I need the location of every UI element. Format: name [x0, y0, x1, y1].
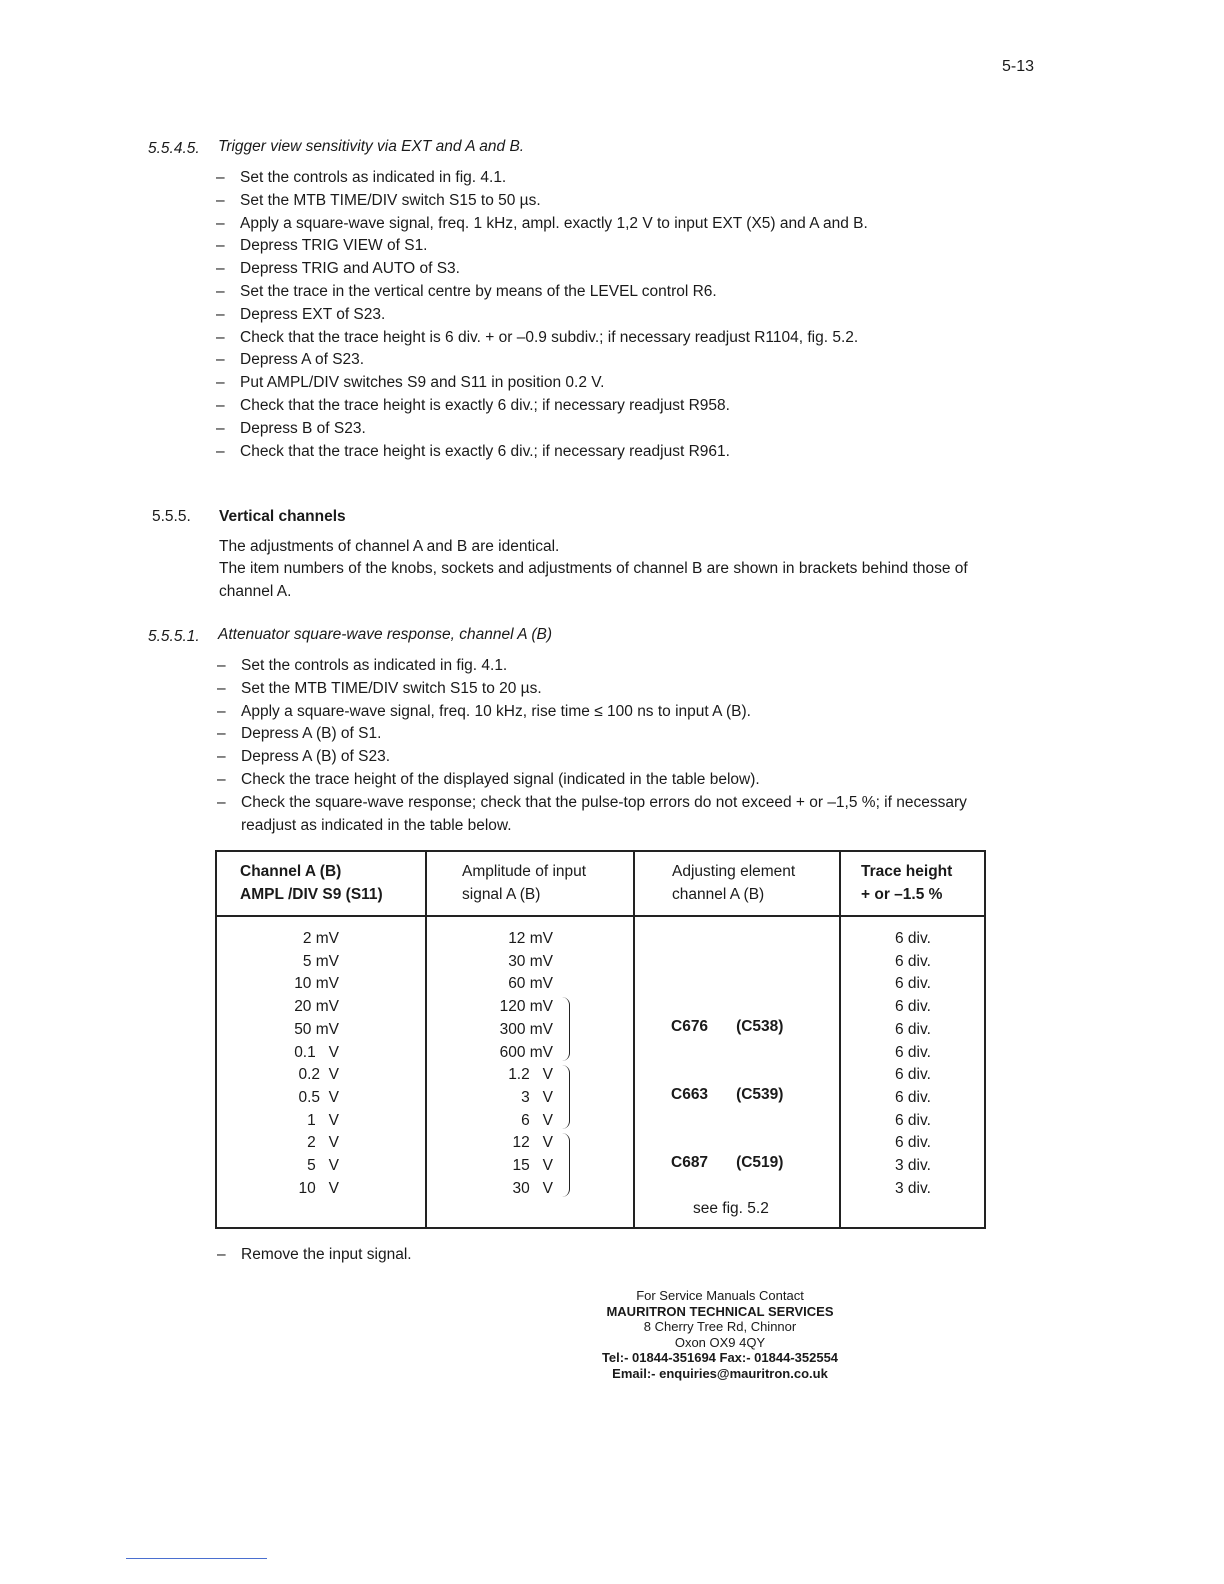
adjusting-element: C663 (C539): [671, 1086, 784, 1103]
contact-line: MAURITRON TECHNICAL SERVICES: [606, 1303, 834, 1319]
list-item: – Set the trace in the vertical centre by means of the LEVEL control R6.: [216, 282, 717, 300]
table-cell: 10 mV: [294, 975, 339, 993]
input-column: [500, 928, 553, 1200]
ampl-div-column: [294, 928, 339, 1200]
list-item: – Check the square-wave response; check that the pulse-top errors do not exceed + or –1,5 %; if necessary: [217, 793, 967, 811]
table-cell: 6 div.: [895, 1134, 931, 1152]
table-cell: 3 div.: [895, 1157, 931, 1175]
list-item: – Set the MTB TIME/DIV switch S15 to 50 µs.: [216, 191, 541, 209]
table-cell: 3 div.: [895, 1179, 931, 1197]
table-cell: 3 V: [521, 1088, 553, 1106]
column-header: Trace height + or –1.5 %: [861, 863, 953, 903]
table-cell: 1 V: [307, 1111, 339, 1129]
table-cell: 12 V: [512, 1134, 553, 1152]
list-item: – Depress B of S23.: [216, 419, 366, 437]
table-cell: 6 V: [521, 1111, 553, 1129]
section-number: 5.5.4.5.: [148, 140, 200, 157]
table-cell: 6 div.: [895, 975, 931, 993]
paragraph: channel A.: [219, 583, 292, 600]
table-cell: 12 mV: [508, 930, 553, 947]
list-item: – Set the MTB TIME/DIV switch S15 to 20 µs.: [217, 679, 542, 697]
column-header: Adjusting element channel A (B): [672, 863, 796, 903]
adjusting-element: C687 (C519): [671, 1154, 784, 1171]
table-cell: 5 mV: [302, 952, 339, 970]
section-number: 5.5.5.1.: [148, 628, 200, 645]
table-note: see fig. 5.2: [693, 1200, 769, 1217]
list-item: – Check that the trace height is exactly 6 div.; if necessary readjust R958.: [216, 396, 730, 414]
table-cell: 15 V: [512, 1157, 553, 1175]
table-cell: 6 div.: [895, 1043, 931, 1061]
table-cell: 10 V: [298, 1179, 339, 1197]
table-cell: 6 div.: [895, 1088, 931, 1106]
section-title: Trigger view sensitivity via EXT and A and B.: [218, 138, 525, 155]
table-cell: 6 div.: [895, 1111, 931, 1129]
column-divider: [633, 852, 635, 1227]
paragraph: The item numbers of the knobs, sockets and adjustments of channel B are shown in brackets behind those of: [219, 560, 968, 577]
table-cell: 30 mV: [508, 952, 553, 970]
group-brace: [561, 997, 570, 1061]
list-item: – Apply a square-wave signal, freq. 10 kHz, rise time ≤ 100 ns to input A (B).: [217, 702, 751, 720]
list-item: – Depress TRIG VIEW of S1.: [216, 237, 428, 255]
table-cell: 120 mV: [499, 998, 553, 1016]
column-divider: [425, 852, 427, 1227]
paragraph: The adjustments of channel A and B are identical.: [219, 538, 560, 555]
contact-line: Email:- enquiries@mauritron.co.uk: [612, 1365, 828, 1381]
table-cell: 2 mV: [302, 930, 339, 947]
table-cell: 6 div.: [895, 1020, 931, 1038]
table-cell: 30 V: [512, 1179, 553, 1197]
group-brace: [561, 1133, 570, 1197]
section-number: 5.5.5.: [152, 508, 191, 525]
table-cell: 6 div.: [895, 1066, 931, 1084]
table-cell: 300 mV: [499, 1020, 553, 1038]
table-cell: 1.2 V: [508, 1066, 553, 1084]
table-cell: 20 mV: [294, 998, 339, 1016]
list-item: – Check the trace height of the displayed signal (indicated in the table below).: [217, 770, 760, 788]
section-title: Vertical channels: [219, 508, 346, 525]
page-number: 5-13: [1002, 58, 1035, 75]
list-item: – Apply a square-wave signal, freq. 1 kHz, ampl. exactly 1,2 V to input EXT (X5) and A and B.: [216, 214, 868, 232]
column-header: Channel A (B) AMPL /DIV S9 (S11): [240, 863, 383, 903]
trace-height-column: [895, 928, 931, 1200]
adjusting-element: C676 (C538): [671, 1018, 784, 1035]
contact-line: 8 Cherry Tree Rd, Chinnor: [643, 1319, 797, 1334]
column-header: Amplitude of input signal A (B): [462, 863, 587, 903]
table-cell: 600 mV: [499, 1043, 553, 1061]
list-item: – Depress TRIG and AUTO of S3.: [216, 260, 460, 278]
final-step: – Remove the input signal.: [217, 1246, 412, 1263]
table-cell: 60 mV: [508, 975, 553, 993]
table-cell: 0.2 V: [298, 1066, 339, 1084]
adjustment-table: [215, 850, 986, 1229]
section-title: Attenuator square-wave response, channel A (B): [218, 626, 553, 643]
column-divider: [839, 852, 841, 1227]
list-item: readjust as indicated in the table below.: [241, 816, 512, 834]
list-item: – Check that the trace height is 6 div. + or –0.9 subdiv.; if necessary readjust R1104, fig. 5.2.: [216, 328, 859, 346]
list-item: – Set the controls as indicated in fig. 4.1.: [216, 169, 507, 186]
footer-rule: [126, 1558, 267, 1559]
contact-line: Tel:- 01844-351694 Fax:- 01844-352554: [601, 1350, 839, 1365]
contact-line: For Service Manuals Contact: [636, 1288, 804, 1303]
table-cell: 5 V: [307, 1157, 339, 1175]
list-item: – Depress A of S23.: [216, 351, 365, 369]
step-list: [217, 655, 967, 837]
table-cell: 6 div.: [895, 952, 931, 970]
table-cell: 0.1 V: [294, 1043, 339, 1061]
header-divider: [217, 915, 984, 917]
group-brace: [561, 1065, 570, 1129]
table-cell: 2 V: [307, 1134, 339, 1152]
contact-line: Oxon OX9 4QY: [674, 1334, 766, 1350]
table-cell: 0.5 V: [298, 1088, 339, 1106]
table-cell: 6 div.: [895, 998, 931, 1016]
list-item: – Put AMPL/DIV switches S9 and S11 in position 0.2 V.: [216, 374, 605, 392]
table-cell: 50 mV: [294, 1020, 339, 1038]
contact-block: [600, 1288, 840, 1381]
step-list: [216, 167, 868, 463]
list-item: – Depress A (B) of S1.: [217, 725, 382, 743]
list-item: – Set the controls as indicated in fig. 4.1.: [217, 657, 508, 674]
table-cell: 6 div.: [895, 930, 931, 947]
list-item: – Check that the trace height is exactly 6 div.; if necessary readjust R961.: [216, 442, 730, 460]
list-item: – Depress EXT of S23.: [216, 305, 386, 323]
list-item: – Depress A (B) of S23.: [217, 748, 391, 766]
